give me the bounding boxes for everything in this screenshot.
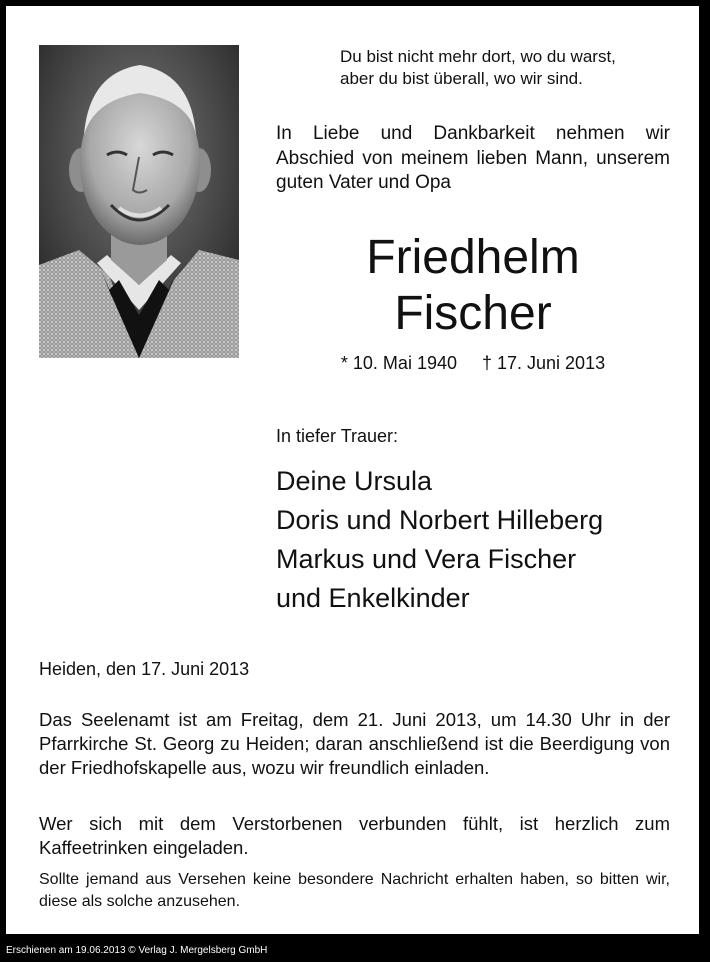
- mourner-entry: und Enkelkinder: [276, 583, 470, 613]
- intro-text: In Liebe und Dankbarkeit nehmen wir Abschied von meinem lieben Mann, unserem guten Vater und Opa: [276, 123, 670, 193]
- place-and-date: Heiden, den 17. Juni 2013: [39, 659, 250, 679]
- deceased-last-name: Fischer: [394, 287, 552, 340]
- funeral-service-paragraph: Das Seelenamt ist am Freitag, dem 21. Juni 2013, um 14.30 Uhr in der Pfarrkirche St. Georg zu Heiden; daran anschließend ist die Beerdigung von der Friedhofskapelle aus, wozu wir freundlich einladen.: [39, 709, 670, 778]
- motto-text: [340, 46, 680, 90]
- coffee-invitation-paragraph: Wer sich mit dem Verstorbenen verbunden fühlt, ist herzlich zum Kaffeetrinken eingeladen.: [39, 813, 670, 858]
- publication-footer: Erschienen am 19.06.2013 © Verlag J. Mergelsberg GmbH: [6, 945, 268, 956]
- portrait-illustration: [39, 45, 239, 358]
- mourner-entry: Deine Ursula: [276, 466, 433, 496]
- motto-line-2: aber du bist überall, wo wir sind.: [340, 69, 583, 88]
- obituary-card: [6, 6, 699, 934]
- deceased-name: [276, 230, 670, 342]
- life-dates: * 10. Mai 1940 † 17. Juni 2013: [340, 353, 606, 373]
- mourners-list: [276, 462, 603, 618]
- mourner-entry: Markus und Vera Fischer: [276, 544, 577, 574]
- motto-line-1: Du bist nicht mehr dort, wo du warst,: [340, 47, 616, 66]
- deceased-first-name: Friedhelm: [366, 231, 580, 284]
- mourning-label: In tiefer Trauer:: [276, 426, 399, 446]
- notice-paragraph: Sollte jemand aus Versehen keine besondere Nachricht erhalten haben, so bitten wir, diese als solche anzusehen.: [39, 871, 670, 910]
- portrait-photo: [39, 45, 239, 358]
- mourner-entry: Doris und Norbert Hilleberg: [276, 505, 604, 535]
